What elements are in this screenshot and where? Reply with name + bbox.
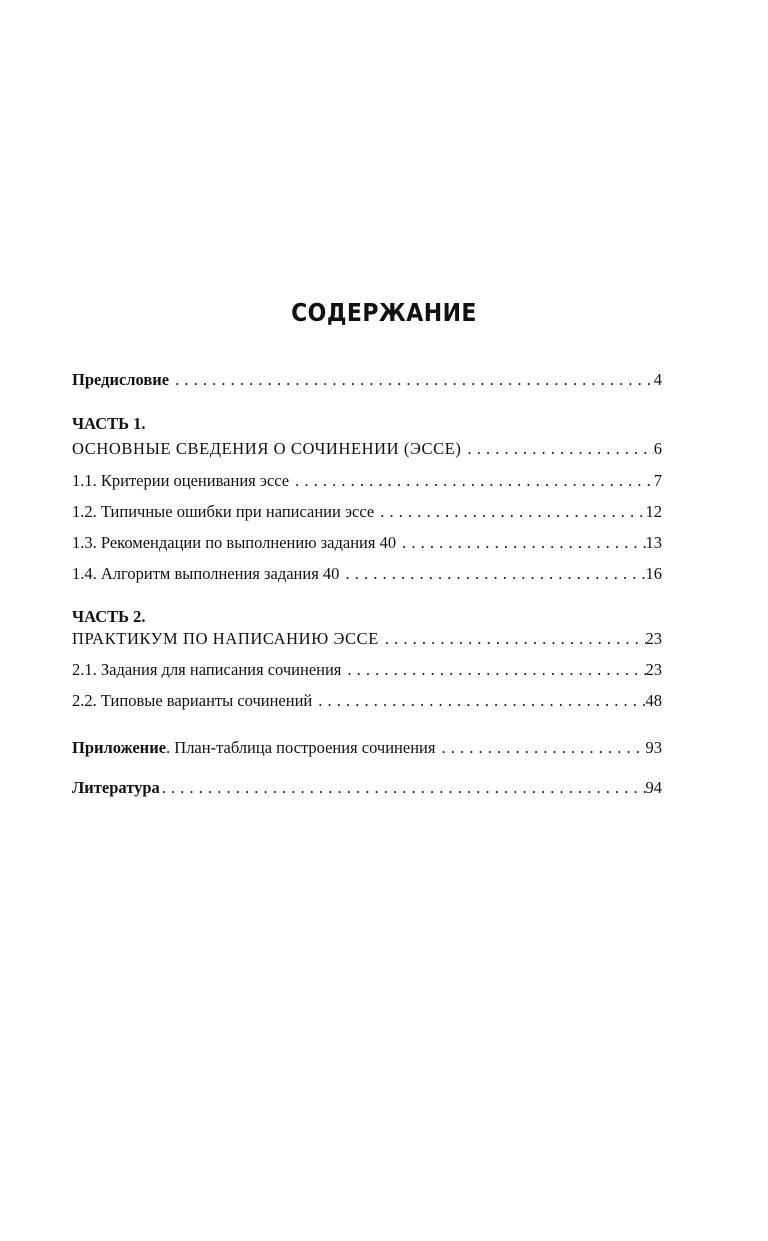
dot-leader	[162, 778, 646, 798]
dot-leader	[295, 471, 654, 491]
toc-entry-appendix[interactable]	[72, 738, 662, 760]
toc-page: 94	[645, 778, 662, 797]
toc-entry-2-1[interactable]	[72, 660, 662, 682]
dot-leader	[385, 629, 646, 649]
toc-label: 2.2. Типовые варианты сочинений	[72, 691, 313, 710]
dot-leader	[467, 439, 653, 459]
part-heading-2: ЧАСТЬ 2.	[72, 607, 146, 626]
toc-entry-part2[interactable]	[72, 629, 662, 651]
toc-label: ПРАКТИКУМ ПО НАПИСАНИЮ ЭССЕ	[72, 629, 379, 648]
toc-label: 1.1. Критерии оценивания эссе	[72, 471, 290, 490]
toc-page: 23	[645, 660, 662, 679]
toc-page: 4	[653, 370, 662, 389]
toc-label: ОСНОВНЫЕ СВЕДЕНИЯ О СОЧИНЕНИИ (ЭССЕ)	[72, 439, 462, 458]
toc-entry-1-1[interactable]	[72, 471, 662, 493]
toc-entry-part1[interactable]	[72, 439, 662, 461]
toc-page: 23	[645, 629, 662, 648]
toc-page: 13	[645, 533, 662, 552]
toc-entry-2-2[interactable]	[72, 691, 662, 713]
toc-page: 12	[645, 502, 662, 521]
dot-leader	[347, 660, 645, 680]
toc-entry-1-2[interactable]	[72, 502, 662, 524]
dot-leader	[345, 564, 645, 584]
toc-label-rest: . План-таблица построения сочинения	[166, 738, 436, 757]
dot-leader	[402, 533, 645, 553]
toc-page: 7	[653, 471, 662, 490]
toc-page: 48	[645, 691, 662, 710]
toc-label: 1.3. Рекомендации по выполнению задания 40	[72, 533, 397, 552]
toc-page: 93	[645, 738, 662, 757]
part-heading-1: ЧАСТЬ 1.	[72, 414, 146, 433]
page-title: СОДЕРЖАНИЕ	[291, 298, 477, 327]
toc-label-bold: Приложение	[72, 738, 167, 757]
toc-label: 1.2. Типичные ошибки при написании эссе	[72, 502, 375, 521]
toc-entry-literature[interactable]	[72, 778, 662, 800]
toc-entry-1-3[interactable]	[72, 533, 662, 555]
toc-label	[72, 738, 441, 758]
toc-label: Литература	[72, 778, 160, 797]
toc-entry-1-4[interactable]	[72, 564, 662, 586]
toc-entry-preface[interactable]	[72, 370, 662, 392]
toc-label: 2.1. Задания для написания сочинения	[72, 660, 342, 679]
dot-leader	[175, 370, 654, 390]
dot-leader	[441, 738, 645, 758]
dot-leader	[380, 502, 645, 522]
toc-label: 1.4. Алгоритм выполнения задания 40	[72, 564, 340, 583]
toc-page: 6	[653, 439, 662, 458]
toc-page: 16	[645, 564, 662, 583]
dot-leader	[318, 691, 645, 711]
toc-label: Предисловие	[72, 370, 170, 389]
